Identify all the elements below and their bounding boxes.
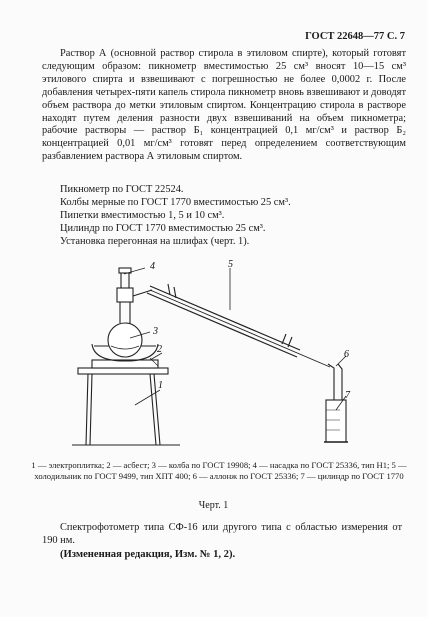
flask-neck <box>120 300 130 323</box>
figure-number-1: 1 <box>158 380 163 391</box>
equipment-line: Пипетки вместимостью 1, 5 и 10 см³. <box>60 210 225 221</box>
equipment-line: Колбы мерные по ГОСТ 1770 вместимостью 25 см³. <box>60 197 291 208</box>
condenser-inner <box>150 290 330 367</box>
figure-number-3: 3 <box>153 326 158 337</box>
figure-caption: 1 — электроплитка; 2 — асбест; 3 — колба по ГОСТ 19908; 4 — насадка по ГОСТ 25336, тип Н1; 5 — холодильник по ГОСТ 9499, тип ХПТ 400; 6 — аллонж по ГОСТ 25336; 7 — цилиндр по ГОСТ 1770 <box>31 460 407 481</box>
figure-number-6: 6 <box>344 349 349 360</box>
allonge <box>328 364 342 400</box>
equipment-line: Установка перегонная на шлифах (черт. 1). <box>60 236 250 247</box>
figure-number-4: 4 <box>150 261 155 272</box>
paragraph-solution-a: Раствор А (основной раствор стирола в этиловом спирте), который готовят следующим образом: пикнометр вместимостью 25 см³ вносят 10—15 см³ этилового спирта и взвешивают с погрешностью не более 0,0002 г. После добавления четырех-пяти капель стирола пикнометр вновь взвешивают и доводят объем раствора до метки этиловым спиртом. Концентрацию стирола в растворе находят путем деления разности двух взвешиваний на объем пикнометра; рабочие растворы — раствор Б₁ концентрацией 0,1 мг/см³ и раствор Б₂ концентрацией 0,01 мг/см³ готовят перед определением соответствующим разбавлением раствора А этиловым спиртом. <box>42 48 406 163</box>
figure-number-7: 7 <box>345 390 350 401</box>
round-flask <box>108 323 142 357</box>
page-header: ГОСТ 22648—77 С. 7 <box>305 31 405 42</box>
equipment-line: Цилиндр по ГОСТ 1770 вместимостью 25 см³. <box>60 223 266 234</box>
figure-title: Черт. 1 <box>198 500 229 511</box>
hotplate-table-legs <box>86 374 160 445</box>
amendment-note: (Измененная редакция, Изм. № 1, 2). <box>60 549 236 560</box>
figure-number-2: 2 <box>157 344 162 355</box>
receiving-cylinder <box>326 400 346 442</box>
hotplate-table-top <box>78 368 168 374</box>
distillation-head <box>117 288 133 302</box>
paragraph-spectrophotometer: Спектрофотометр типа СФ-16 или другого типа с областью измерения от 190 нм. <box>42 522 402 546</box>
equipment-line: Пикнометр по ГОСТ 22524. <box>60 184 184 195</box>
distillation-apparatus-drawing <box>0 260 427 460</box>
figure-number-5: 5 <box>228 260 233 270</box>
